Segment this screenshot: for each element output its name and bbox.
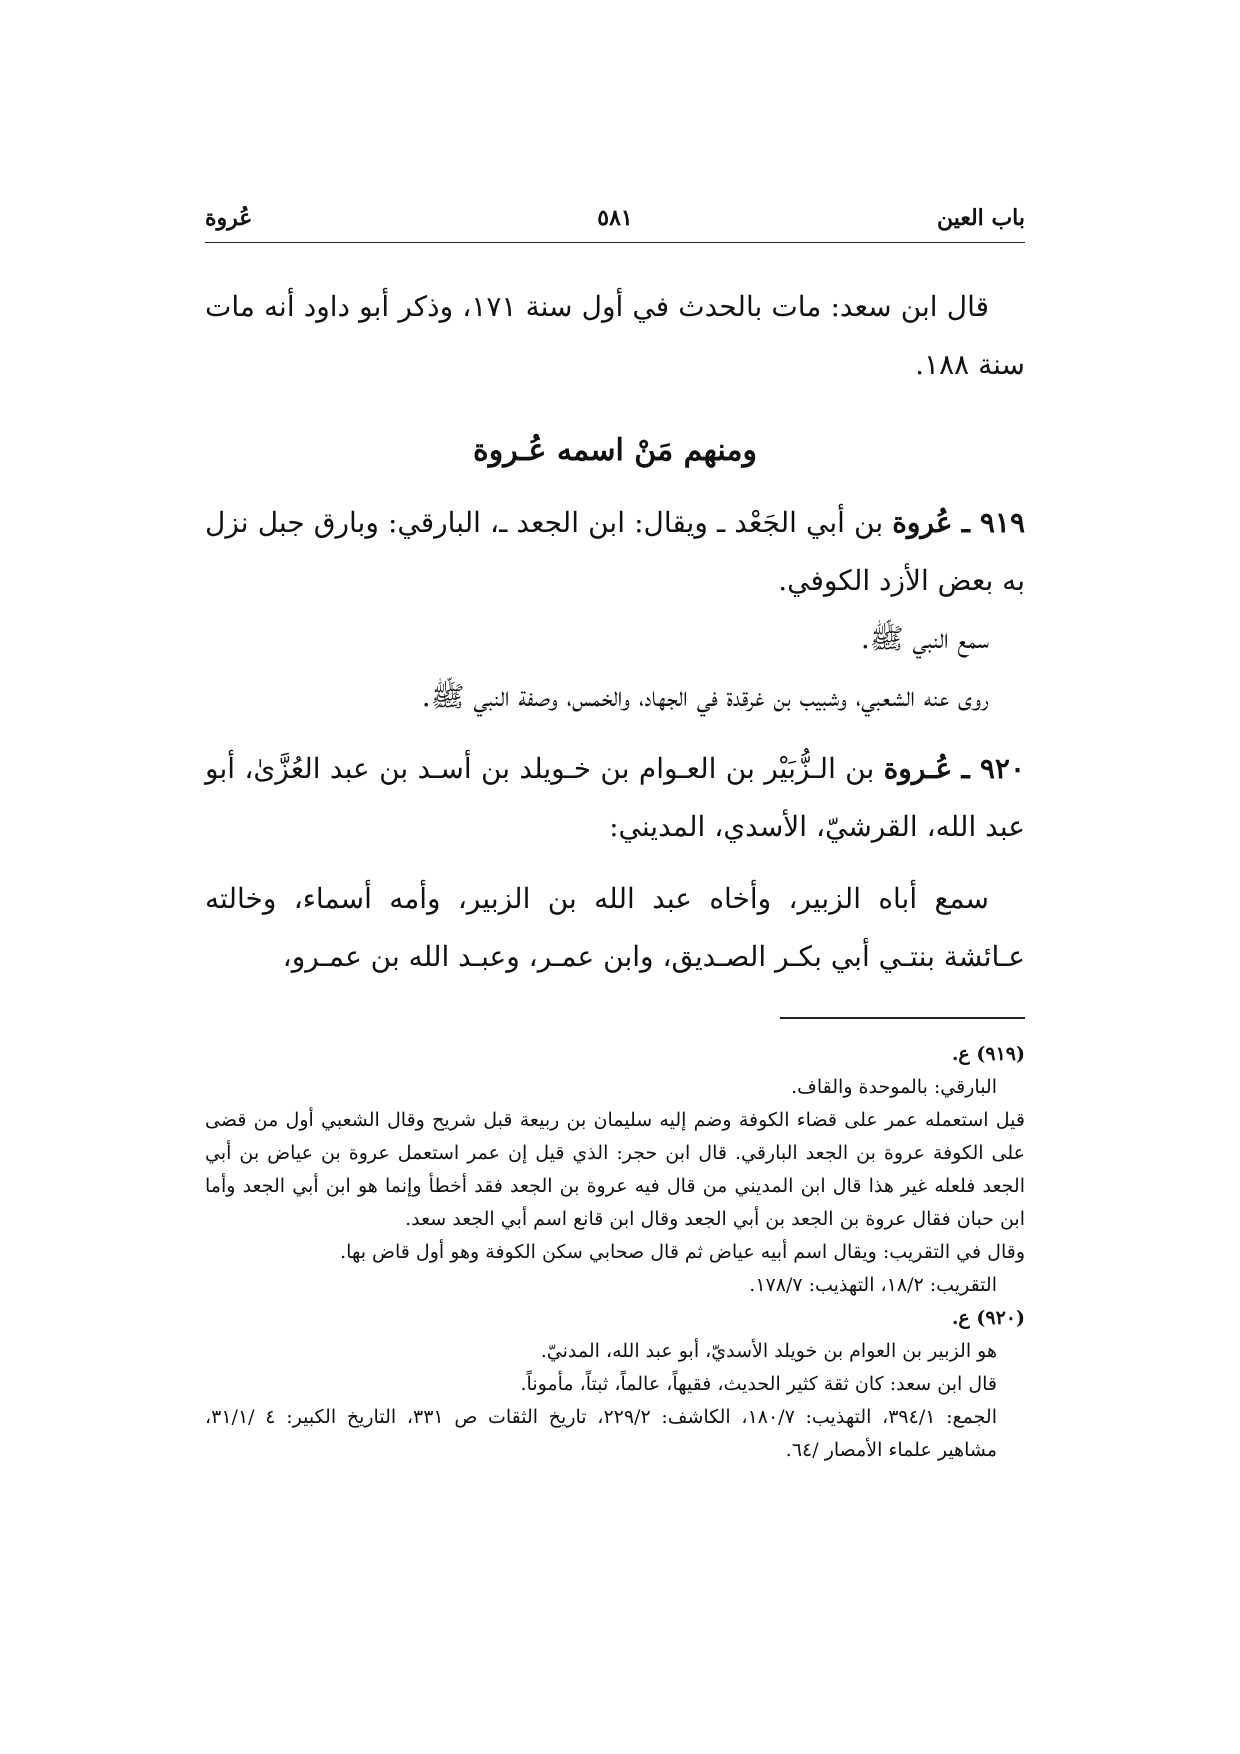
main-text [205, 278, 1025, 986]
footnote-919-line: قيل استعمله عمر على قضاء الكوفة وضم إليه سليمان بن ربيعة قبل شريح وقال الشعبي أول من قضى على الكوفة عروة بن الجعد البارقي. قال ابن حجر: الذي قيل إن عمر استعمل عروة بن عياض بن أبي الجعد فلعله غير هذا قال ابن المديني من قال فيه عروة بن الجعد فقد أخطأ وإنما هو ابن أبي الجعد وأما ابن حبان فقال عروة بن الجعد بن أبي الجعد وقال ابن قانع اسم أبي الجعد سعد. [205, 1109, 1025, 1230]
chapter-title: باب العين [936, 205, 1025, 231]
footnote-919-line: وقال في التقريب: ويقال اسم أبيه عياض ثم قال صحابي سكن الكوفة وهو أول قاض بها. [340, 1241, 1025, 1263]
entry-919-name: عُروة [892, 506, 953, 539]
footnote-divider [780, 1017, 1025, 1019]
footnote-920-line: قال ابن سعد: كان ثقة كثير الحديث، فقيهاً، عالماً، ثبتاً، مأموناً. [520, 1373, 997, 1395]
footnote-919-refs: التقريب: ١٨/٢، التهذيب: ١٧٨/٧. [749, 1274, 997, 1296]
entry-919-text: بن أبي الجَعْد ـ ويقال: ابن الجعد ـ، البارقي: وبارق جبل نزل به بعض الأزد الكوفي. [205, 506, 1025, 597]
header-divider [205, 242, 1025, 243]
entry-919-heard: سمع النبي ﷺ. [860, 622, 989, 655]
footnotes [205, 1038, 1025, 1467]
footnote-920-line: هو الزبير بن العوام بن خويلد الأسديّ، أبو عبد الله، المدنيّ. [540, 1340, 997, 1362]
book-page [205, 0, 1025, 1754]
entry-920-text: بن الـزُّبَيْر بن العـوام بن خـويلد بن أسـد بن عبد العُزَّىٰ، أبو عبد الله، القرشيّ، الأسدي، المديني: [205, 752, 1025, 843]
footnote-920-head: (٩٢٠) ع. [951, 1307, 1025, 1329]
section-heading: عُروة [205, 205, 253, 231]
entry-919-narrators: روى عنه الشعبي، وشبيب بن غرقدة في الجهاد، والخمس، وصفة النبي ﷺ. [421, 680, 989, 713]
page-number: ٥٨١ [597, 205, 633, 231]
running-header [205, 205, 1025, 245]
entry-920 [205, 740, 1025, 856]
entry-919-number: ٩١٩ ـ [961, 506, 1025, 539]
entry-920-number: ٩٢٠ ـ [961, 752, 1025, 785]
section-title: ومنهم مَنْ اسمه عُـروة [473, 433, 757, 468]
footnote-919-line: البارقي: بالموحدة والقاف. [791, 1076, 997, 1098]
entry-920-heard: سمع أباه الزبير، وأخاه عبد الله بن الزبير، وأمه أسماء، وخالته عـائشة بنتـي أبي بكـر الصـديق، وابن عمـر، وعبـد الله بن عمـرو، [205, 882, 1025, 973]
footnote-919-head: (٩١٩) ع. [951, 1043, 1025, 1065]
entry-920-name: عُـروة [883, 752, 953, 785]
paragraph-ibn-saad: قال ابن سعد: مات بالحدث في أول سنة ١٧١، وذكر أبو داود أنه مات سنة ١٨٨. [205, 290, 1025, 381]
footnote-920-refs: الجمع: ٣٩٤/١، التهذيب: ١٨٠/٧، الكاشف: ٢٢٩/٢، تاريخ الثقات ص ٣٣١، التاريخ الكبير: ٤ /٣١/١، مشاهير علماء الأمصار /٦٤. [205, 1406, 997, 1461]
entry-919 [205, 494, 1025, 610]
